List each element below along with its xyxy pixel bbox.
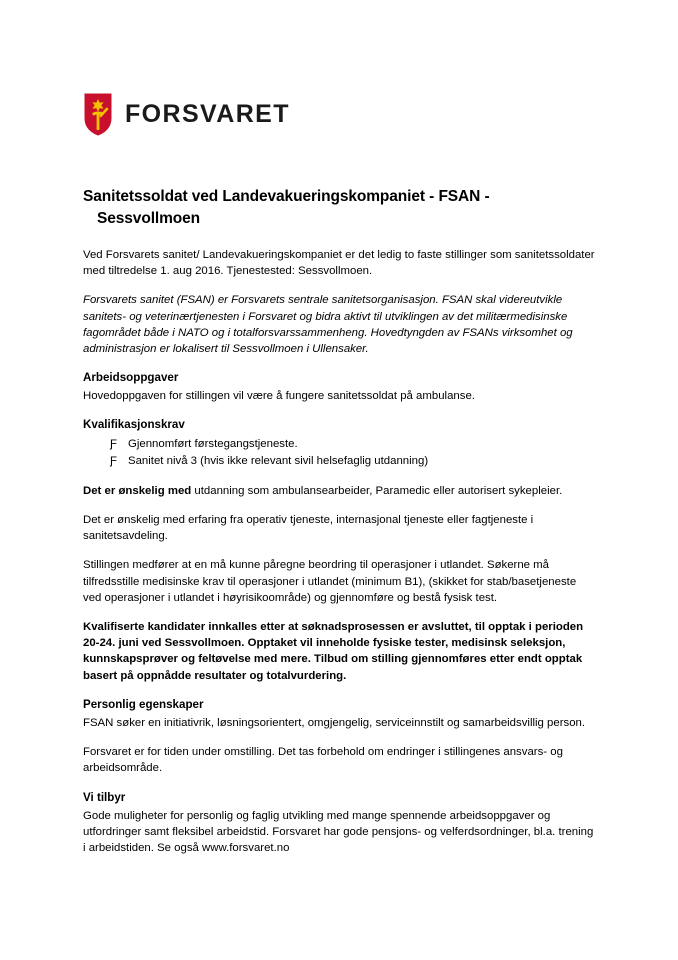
bullet-glyph-icon: Ƒ bbox=[110, 454, 117, 467]
desired-rest-text: utdanning som ambulansearbeider, Paramedic eller autorisert sykepleier. bbox=[191, 484, 563, 497]
section-body-personlig-egenskaper: FSAN søker en initiativrik, løsningsorientert, omgjengelig, serviceinnstilt og samarbeidsvillig person. bbox=[83, 717, 586, 729]
section-body-arbeidsoppgaver: Hovedoppgaven for stillingen vil være å fungere sanitetssoldat på ambulanse. bbox=[83, 390, 475, 403]
section-body-vi-tilbyr: Gode muligheter for personlig og faglig utvikling med mange spennende arbeidsoppgaver og utfordringer samt fleksibel arbeidstid. Forsvaret har gode pensjons- og velferdsordninger, bl.a. trening i arbeidstiden. Se også www.forsvaret.no bbox=[83, 809, 594, 855]
intro-paragraph: Ved Forsvarets sanitet/ Landevakueringskompaniet er det ledig to faste stillinger som sanitetssoldater med tiltredelse 1. aug 2016. Tjenestested: Sessvollmoen. bbox=[83, 248, 595, 278]
page-title-line1: Sanitetssoldat ved Landevakueringskompaniet - FSAN - bbox=[83, 188, 490, 205]
forsvaret-logo bbox=[83, 90, 595, 138]
qualifications-list bbox=[83, 436, 595, 470]
desired-qualifications-paragraph bbox=[83, 483, 595, 499]
reorganisation-paragraph: Forsvaret er for tiden under omstilling. Det tas forbehold om endringer i stillingenes ansvars- og arbeidsområde. bbox=[83, 746, 563, 775]
list-item-label: Gjennomført førstegangstjeneste. bbox=[128, 437, 298, 450]
selection-process-paragraph: Kvalifiserte kandidater innkalles etter at søknadsprosessen er avsluttet, til opptak i perioden 20-24. juni ved Sessvollmoen. Opptaket vil inneholde fysiske tester, medisinsk seleksjon, kunnskapsprøver og feltøvelse med mere. Tilbud om stilling gjennomføres etter endt opptak basert på oppnådde resultater og totalvurdering. bbox=[83, 621, 584, 682]
section-heading-personlig-egenskaper: Personlig egenskaper bbox=[83, 697, 204, 711]
page-title bbox=[83, 186, 595, 231]
list-item-label: Sanitet nivå 3 (hvis ikke relevant sivil helsefaglig utdanning) bbox=[128, 454, 429, 467]
bullet-glyph-icon: Ƒ bbox=[110, 437, 117, 450]
section-heading-kvalifikasjonskrav: Kvalifikasjonskrav bbox=[83, 418, 185, 432]
norwegian-coat-of-arms-icon bbox=[83, 92, 113, 136]
section-heading-arbeidsoppgaver: Arbeidsoppgaver bbox=[83, 371, 179, 385]
experience-paragraph: Det er ønskelig med erfaring fra operativ tjeneste, internasjonal tjeneste eller fagtjeneste i sanitetsavdeling. bbox=[83, 514, 534, 543]
desired-lead-text: Det er ønskelig med bbox=[83, 484, 192, 497]
section-heading-vi-tilbyr: Vi tilbyr bbox=[83, 790, 126, 804]
list-item bbox=[83, 453, 595, 470]
deployment-paragraph: Stillingen medfører at en må kunne påregne beordring til operasjoner i utlandet. Søkerne må tilfredsstille medisinske krav til operasjoner i utlandet (minimum B1), (skikket for stab/basetjeneste ved operasjoner i utlandet i høyrisikoområde) og gjennomføre og bestå fysisk test. bbox=[83, 559, 577, 604]
list-item bbox=[83, 436, 595, 453]
document-content bbox=[83, 90, 595, 869]
page-title-line2: Sessvollmoen bbox=[97, 210, 201, 228]
about-fsan-paragraph: Forsvarets sanitet (FSAN) er Forsvarets sentrale sanitetsorganisasjon. FSAN skal videreutvikle sanitets- og veterinærtjenesten i Forsvaret og bidra aktivt til utviklingen av det militærmedisinske fagområdet både i NATO og i totalforsvarssammenheng. Hovedtyngden av FSANs virksomhet og administrasjon er lokalisert til Sessvollmoen i Ullensaker. bbox=[83, 294, 573, 355]
forsvaret-wordmark: FORSVARET bbox=[125, 99, 290, 128]
